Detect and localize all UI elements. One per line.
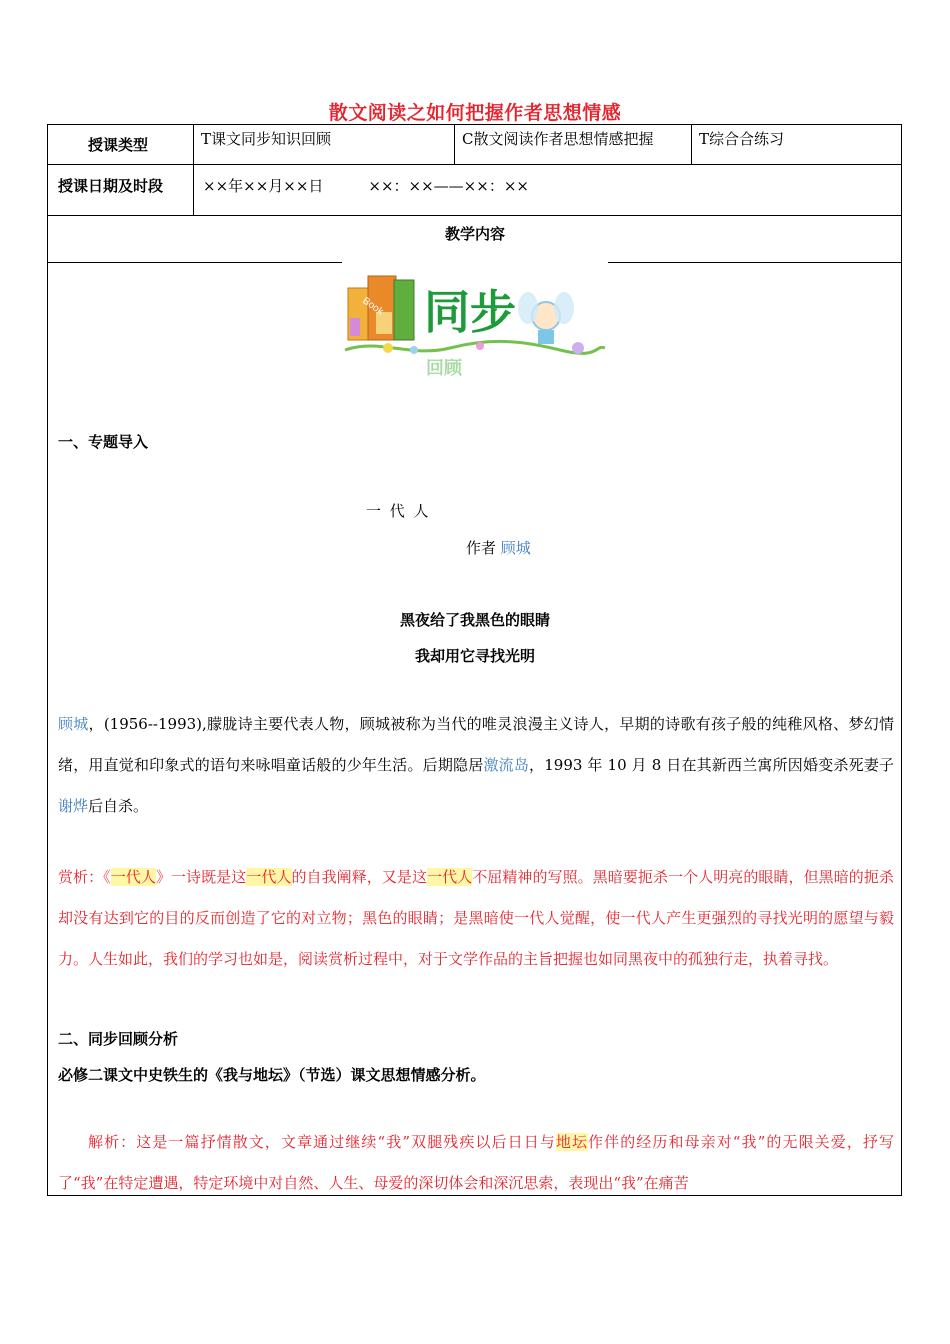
poem-title: 一 代 人 (366, 502, 431, 520)
book-label: Book (360, 295, 386, 318)
table-divider (47, 215, 902, 216)
table-divider (47, 262, 342, 263)
lesson-type-label: 授课类型 (88, 136, 149, 154)
keyword-highlight: 地坛 (555, 1133, 589, 1151)
poem-author (466, 537, 531, 558)
bio-text-1: ，(1956--1993),朦胧诗主要代表人物，顾城被称为当代的唯灵浪漫主义诗人，早期的诗歌有孩子般的纯稚风格、梦幻情绪，用直觉和印象式的语句来咏唱童话般的少年生活。后期隐居 (58, 715, 894, 774)
table-divider (47, 164, 902, 165)
appreciation-text-1: 赏析：《 (58, 868, 111, 886)
table-divider (691, 124, 692, 164)
table-divider (454, 124, 455, 164)
analysis-text-2: 作伴的经历和母亲对“我”的无限关爱，抒写了“我”在特定遭遇，特定环境中对自然、人生、母爱的深切体会和深沉思索，表现出“我”在痛苦 (58, 1133, 894, 1192)
lesson-date-value: ××年××月××日 ××：××——××：×× (203, 177, 529, 195)
bio-text-2: ，1993 年 10 月 8 日在其新西兰寓所因婚变杀死妻子 (529, 756, 894, 774)
table-divider (608, 262, 902, 263)
appreciation-text-2: 》一诗既是这 (155, 868, 247, 886)
section-2-heading: 二、同步回顾分析 (58, 1030, 179, 1048)
wife-link[interactable]: 谢烨 (58, 797, 89, 815)
poem-line-1: 黑夜给了我黑色的眼睛 (399, 611, 550, 629)
teaching-content-header: 教学内容 (444, 225, 505, 243)
poem-line-2: 我却用它寻找光明 (414, 647, 535, 665)
keyword-highlight: 一代人 (110, 868, 156, 886)
page-title: 散文阅读之如何把握作者思想情感 (328, 102, 622, 124)
logo-sub-text: 回顾 (426, 358, 462, 379)
poem-author-link[interactable]: 顾城 (500, 539, 531, 557)
island-link[interactable]: 激流岛 (483, 756, 530, 774)
sync-review-logo (340, 258, 610, 380)
lesson-type-review: T课文同步知识回顾 (201, 130, 332, 148)
poet-biography (58, 704, 894, 827)
poem-author-prefix: 作者 (466, 539, 501, 557)
lesson-date-label: 授课日期及时段 (58, 177, 164, 195)
section-2-subheading: 必修二课文中史铁生的《我与地坛》（节选）课文思想情感分析。 (58, 1066, 486, 1084)
section-1-heading: 一、专题导入 (58, 433, 149, 451)
page-break-mask (0, 1196, 950, 1344)
appreciation-text-4: 不屈精神的写照。黑暗要扼杀一个人明亮的眼睛，但黑暗的扼杀却没有达到它的目的反而创造了它的对立物；黑色的眼睛；是黑暗使一代人觉醒，使一代人产生更强烈的寻找光明的愿望与毅力。人生如此，我们的学习也如是，阅读赏析过程中，对于文学作品的主旨把握也如同黑夜中的孤独行走，执着寻找。 (58, 868, 894, 968)
keyword-highlight: 一代人 (427, 868, 473, 886)
lesson-type-essay: C散文阅读作者思想情感把握 (462, 130, 654, 148)
lesson-type-practice: T综合合练习 (699, 130, 785, 148)
appreciation-text-3: 的自我阐释，又是这 (291, 868, 428, 886)
logo-main-text: 同步 (424, 285, 516, 339)
essay-analysis (58, 1122, 894, 1204)
table-divider (193, 124, 194, 215)
bio-text-3: 后自杀。 (88, 797, 149, 815)
keyword-highlight: 一代人 (246, 868, 292, 886)
poet-name-link[interactable]: 顾城 (58, 715, 89, 733)
poem-appreciation (58, 857, 894, 980)
analysis-text-1: 解析：这是一篇抒情散文，文章通过继续“我”双腿残疾以后日日与 (88, 1133, 556, 1151)
